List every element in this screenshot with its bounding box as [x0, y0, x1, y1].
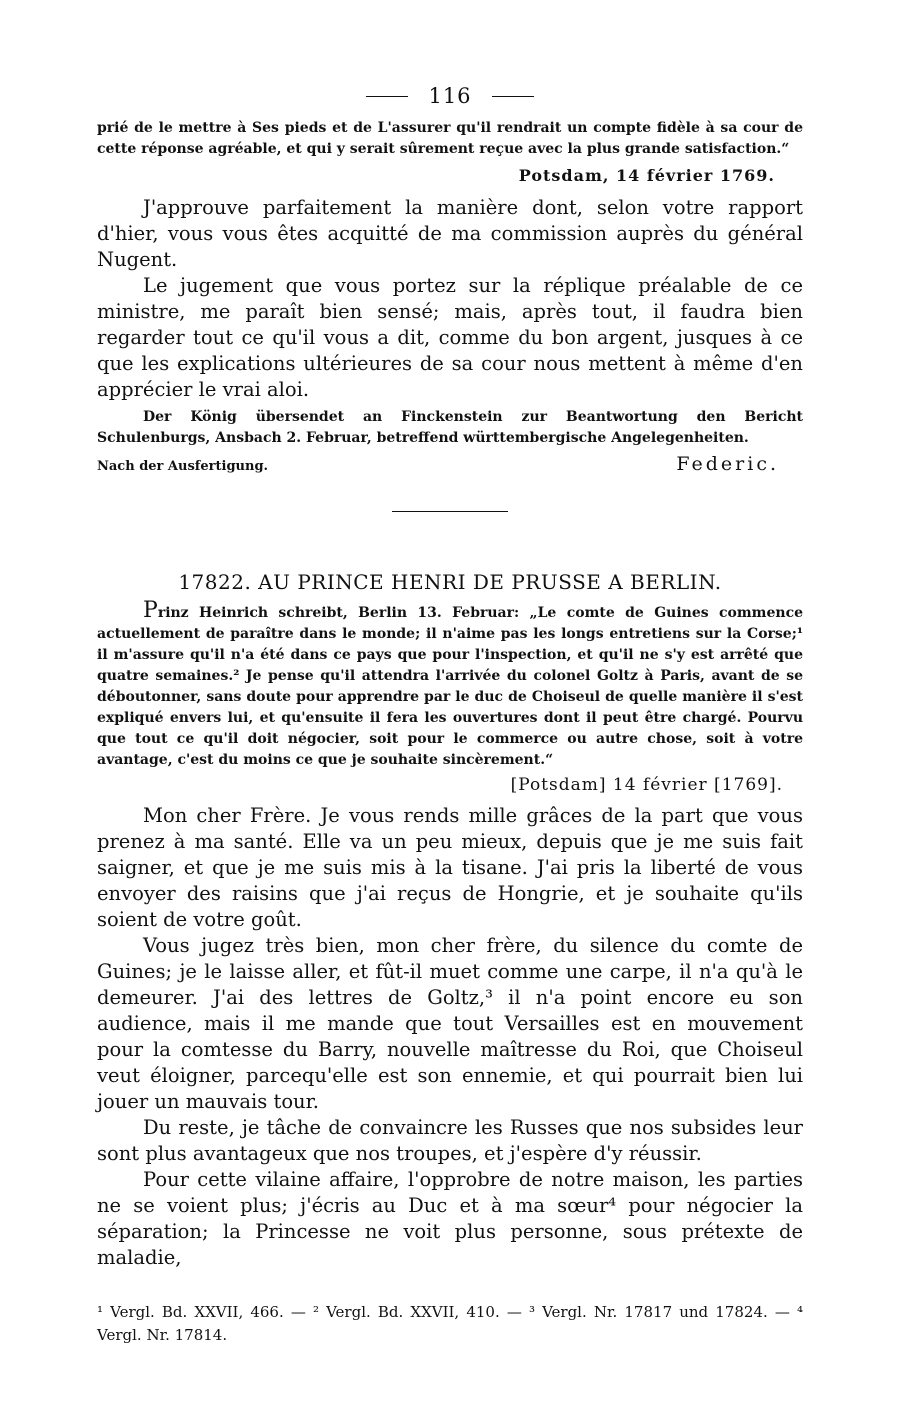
- letter-heading: 17822. AU PRINCE HENRI DE PRUSSE A BERLIN.: [178, 570, 722, 594]
- paragraph: Vous jugez très bien, mon cher frère, du silence du comte de Guines; je le laisse aller, et fût-il muet comme une carpe, il n'a qu'à le demeurer. J'ai des lettres de Goltz,³ il n'a point encore eu son audience, mais il me mande que tout Versailles est en mouvement pour la comtesse du Barry, nouvelle maîtresse du Roi, que Choiseul veut éloigner, parcequ'elle est son ennemie, et qui pourrait bien lui jouer un mauvais tour.: [97, 934, 803, 1113]
- paragraph: Du reste, je tâche de convaincre les Russes que nos subsides leur sont plus avantageux que nos troupes, et j'espère d'y réussir.: [97, 1116, 803, 1165]
- paragraph: J'approuve parfaitement la manière dont, selon votre rapport d'hier, vous vous êtes acquitté de ma commission auprès du général Nugent.: [97, 196, 803, 271]
- header-dash-left: [366, 96, 408, 97]
- footnotes: ¹ Vergl. Bd. XXVII, 466. — ² Vergl. Bd. XXVII, 410. — ³ Vergl. Nr. 17817 und 17824. — ⁴ Vergl. Nr. 17814.: [97, 1303, 803, 1344]
- section-divider: [392, 511, 508, 512]
- source-note: Nach der Ausfertigung.: [97, 459, 269, 474]
- signature-row: [97, 453, 803, 475]
- editor-note: Der König übersendet an Finckenstein zur Beantwortung den Bericht Schulenburgs, Ansbach 2. Februar, betreffend württembergische Angelegenheiten.: [97, 409, 803, 446]
- paragraph: Mon cher Frère. Je vous rends mille grâces de la part que vous prenez à ma santé. Elle va un peu mieux, depuis que je me suis fait saigner, et que je me suis mis à la tisane. J'ai pris la liberté de vous envoyer des raisins que j'ai reçus de Hongrie, et je souhaite qu'ils soient de votre goût.: [97, 804, 803, 931]
- letter-intro: [97, 600, 803, 771]
- drop-initial: P: [143, 598, 158, 623]
- page-number: 116: [428, 84, 472, 108]
- signature: Federic.: [676, 453, 779, 475]
- page: [97, 84, 803, 1347]
- page-header: [97, 84, 803, 108]
- quoted-closing: prié de le mettre à Ses pieds et de L'assurer qu'il rendrait un compte fidèle à sa cour de cette réponse agréable, et qui y serait sûrement reçue avec la plus grande satisfaction.“: [97, 120, 803, 157]
- letter-intro-text: rinz Heinrich schreibt, Berlin 13. Februar: „Le comte de Guines commence actuellement de paraître dans le monde; il n'aime pas les longs entretiens sur la Corse;¹ il m'assure qu'il n'a été dans ce pays que pour l'inspection, et qu'il ne s'y est arrêté que quatre semaines.² Je pense qu'il attendra l'arrivée du colonel Goltz à Paris, avant de se déboutonner, sans doute pour apprendre par le duc de Choiseul de quelle manière il s'est expliqué envers lui, et qu'ensuite il fera les ouvertures dont il peut être chargé. Pourvu que tout ce qu'il doit négocier, soit pour le commerce ou autre chose, soit à votre avantage, c'est du moins ce que je souhaite sincèrement.“: [97, 605, 803, 768]
- paragraph: Pour cette vilaine affaire, l'opprobre de notre maison, les parties ne se voient plus; j'écris au Duc et à ma sœur⁴ pour négocier la séparation; la Princesse ne voit plus personne, sous prétexte de maladie,: [97, 1168, 803, 1269]
- header-dash-right: [492, 96, 534, 97]
- paragraph: Le jugement que vous portez sur la réplique préalable de ce ministre, me paraît bien sensé; mais, après tout, il faudra bien regarder tout ce qu'il vous a dit, comme du bon argent, jusques à ce que les explications ultérieures de sa cour nous mettent à même d'en apprécier le vrai aloi.: [97, 274, 803, 401]
- date-line: Potsdam, 14 février 1769.: [518, 166, 775, 185]
- letter-date-line: [Potsdam] 14 février [1769].: [510, 775, 783, 795]
